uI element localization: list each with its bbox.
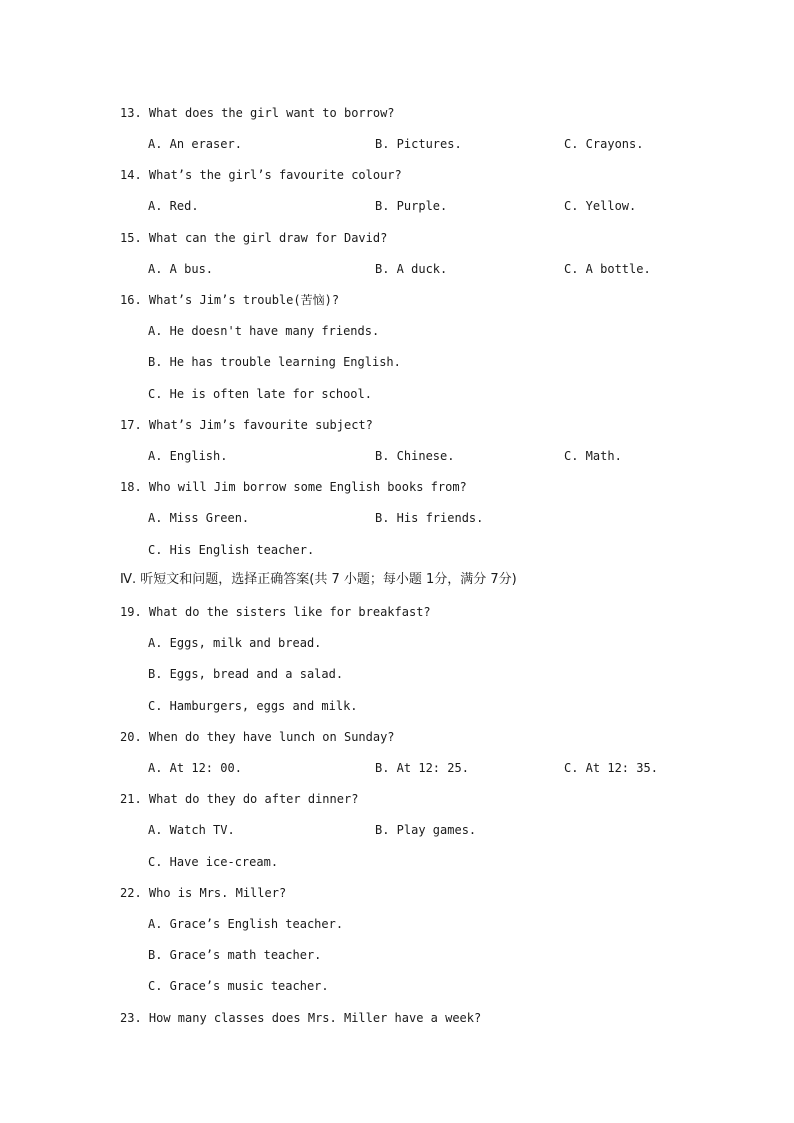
question-18: 18. Who will Jim borrow some English books from? [120,480,467,494]
q14-option-c: C. Yellow. [564,199,637,213]
q20-option-b: B. At 12: 25. [375,761,469,775]
q22-option-c: C. Grace’s music teacher. [148,979,329,993]
q14-option-b: B. Purple. [375,199,448,213]
q16-option-c: C. He is often late for school. [148,387,372,401]
question-21: 21. What do they do after dinner? [120,792,359,806]
q22-option-a: A. Grace’s English teacher. [148,917,344,931]
q20-option-a: A. At 12: 00. [148,761,242,775]
question-20: 20. When do they have lunch on Sunday? [120,730,395,744]
q17-option-a: A. English. [148,449,228,463]
q21-option-b: B. Play games. [375,823,477,837]
question-19: 19. What do the sisters like for breakfast? [120,605,431,619]
q22-option-b: B. Grace’s math teacher. [148,948,322,962]
q19-option-c: C. Hamburgers, eggs and milk. [148,699,358,713]
q18-option-c: C. His English teacher. [148,543,315,557]
q14-option-a: A. Red. [148,199,199,213]
q16-option-a: A. He doesn't have many friends. [148,324,380,338]
section-iv-heading: Ⅳ. 听短文和问题，选择正确答案(共 7 小题；每小题 1分，满分 7分) [120,572,517,587]
q20-option-c: C. At 12: 35. [564,761,658,775]
q13-option-c: C. Crayons. [564,137,644,151]
q15-option-c: C. A bottle. [564,262,651,276]
q15-option-a: A. A bus. [148,262,214,276]
question-22: 22. Who is Mrs. Miller? [120,886,287,900]
question-16: 16. What’s Jim’s trouble(苦恼)? [120,293,340,307]
q15-option-b: B. A duck. [375,262,448,276]
q21-option-c: C. Have ice-cream. [148,855,279,869]
q13-option-a: A. An eraser. [148,137,242,151]
question-13: 13. What does the girl want to borrow? [120,106,395,120]
q19-option-a: A. Eggs, milk and bread. [148,636,322,650]
q21-option-a: A. Watch TV. [148,823,235,837]
q17-option-c: C. Math. [564,449,622,463]
question-15: 15. What can the girl draw for David? [120,231,388,245]
q19-option-b: B. Eggs, bread and a salad. [148,667,344,681]
question-14: 14. What’s the girl’s favourite colour? [120,168,402,182]
q18-option-b: B. His friends. [375,511,484,525]
q16-option-b: B. He has trouble learning English. [148,355,401,369]
question-23: 23. How many classes does Mrs. Miller have a week? [120,1011,482,1025]
question-17: 17. What’s Jim’s favourite subject? [120,418,373,432]
q18-option-a: A. Miss Green. [148,511,250,525]
q17-option-b: B. Chinese. [375,449,455,463]
q13-option-b: B. Pictures. [375,137,462,151]
